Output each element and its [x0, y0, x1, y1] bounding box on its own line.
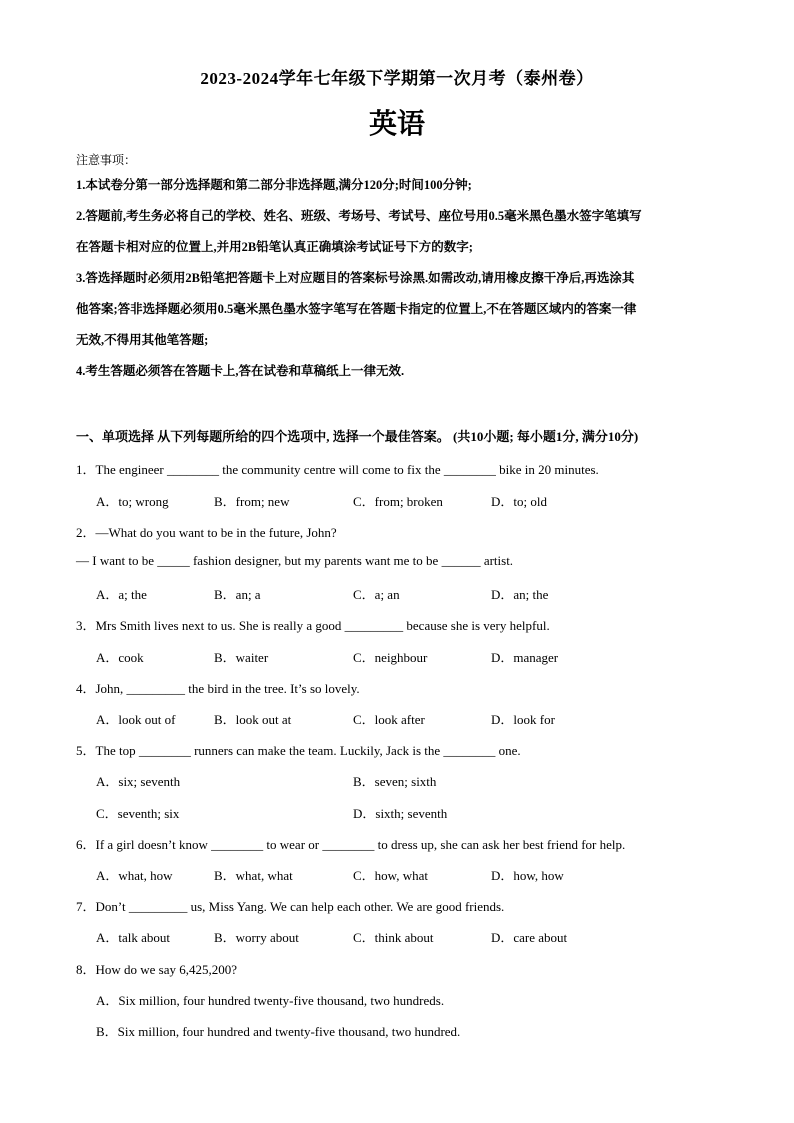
subject-title: 英语: [368, 109, 425, 140]
notes-line-2: 2.答题前,考生务必将自己的学校、姓名、班级、考场号、考试号、座位号用0.5毫米黑色墨水签字笔填写: [76, 209, 642, 223]
question-7-option-c: C．think about: [353, 930, 434, 945]
question-1-option-b: B．from; new: [214, 494, 290, 509]
question-6-option-c: C．how, what: [353, 868, 428, 883]
notes-line-1: 1.本试卷分第一部分选择题和第二部分非选择题,满分120分;时间100分钟;: [76, 178, 472, 192]
question-8-stem: 8．How do we say 6,425,200?: [76, 962, 238, 977]
question-4-option-a: A．look out of: [96, 712, 176, 727]
question-6-option-d: D．how, how: [491, 868, 564, 883]
question-8-option-b: B．Six million, four hundred and twenty-five thousand, two hundred.: [96, 1024, 461, 1039]
question-4-option-c: C．look after: [353, 712, 425, 727]
question-7-stem: 7．Don’t _________ us, Miss Yang. We can help each other. We are good friends.: [76, 899, 505, 914]
question-5-option-a: A．six; seventh: [96, 774, 181, 789]
question-3-option-b: B．waiter: [214, 650, 269, 665]
question-2-option-a: A．a; the: [96, 587, 147, 602]
exam-title: 2023-2024学年七年级下学期第一次月考（泰州卷）: [200, 69, 594, 88]
question-2-option-c: C．a; an: [353, 587, 400, 602]
question-1-option-a: A．to; wrong: [96, 494, 169, 509]
question-1-option-d: D．to; old: [491, 494, 547, 509]
notes-line-4: 3.答选择题时必须用2B铅笔把答题卡上对应题目的答案标号涂黑.如需改动,请用橡皮擦干净后,再选涂其: [76, 271, 635, 285]
question-5-option-b: B．seven; sixth: [353, 774, 437, 789]
question-5-option-c: C．seventh; six: [96, 806, 180, 821]
question-8-option-a: A．Six million, four hundred twenty-five thousand, two hundreds.: [96, 993, 445, 1008]
question-1-stem: 1．The engineer ________ the community centre will come to fix the ________ bike in 20 minutes.: [76, 462, 599, 477]
notes-line-6: 无效,不得用其他笔答题;: [76, 333, 209, 347]
question-4-stem: 4．John, _________ the bird in the tree. It’s so lovely.: [76, 681, 360, 696]
notes-heading: 注意事项：: [76, 153, 137, 167]
question-6-option-b: B．what, what: [214, 868, 293, 883]
question-7-option-a: A．talk about: [96, 930, 171, 945]
question-2-stem: 2．—What do you want to be in the future, John?: [76, 525, 337, 540]
question-3-option-a: A．cook: [96, 650, 144, 665]
notes-line-7: 4.考生答题必须答在答题卡上,答在试卷和草稿纸上一律无效.: [76, 364, 405, 378]
question-3-option-d: D．manager: [491, 650, 559, 665]
notes-block: [76, 150, 726, 387]
question-6-stem: 6．If a girl doesn’t know ________ to wear or ________ to dress up, she can ask her best friend for help.: [76, 837, 626, 852]
question-5-stem: 5．The top ________ runners can make the team. Luckily, Jack is the ________ one.: [76, 743, 521, 758]
section-heading: 一、单项选择 从下列每题所给的四个选项中, 选择一个最佳答案。 (共10小题; 每小题1分, 满分10分): [76, 429, 639, 444]
notes-line-5: 他答案;答非选择题必须用0.5毫米黑色墨水签字笔写在答题卡指定的位置上,不在答题区域内的答案一律: [76, 302, 637, 316]
question-1-option-c: C．from; broken: [353, 494, 443, 509]
question-3-option-c: C．neighbour: [353, 650, 428, 665]
question-2-option-b: B．an; a: [214, 587, 261, 602]
question-2-stem-reply: — I want to be _____ fashion designer, but my parents want me to be ______ artist.: [76, 553, 514, 568]
question-5-option-d: D．sixth; seventh: [353, 806, 448, 821]
question-4-option-d: D．look for: [491, 712, 555, 727]
notes-line-3: 在答题卡相对应的位置上,并用2B铅笔认真正确填涂考试证号下方的数字;: [76, 240, 473, 254]
question-2-option-d: D．an; the: [491, 587, 549, 602]
question-6-option-a: A．what, how: [96, 868, 173, 883]
question-4-option-b: B．look out at: [214, 712, 292, 727]
question-7-option-d: D．care about: [491, 930, 568, 945]
question-3-stem: 3．Mrs Smith lives next to us. She is really a good _________ because she is very helpful.: [76, 618, 550, 633]
question-7-option-b: B．worry about: [214, 930, 299, 945]
